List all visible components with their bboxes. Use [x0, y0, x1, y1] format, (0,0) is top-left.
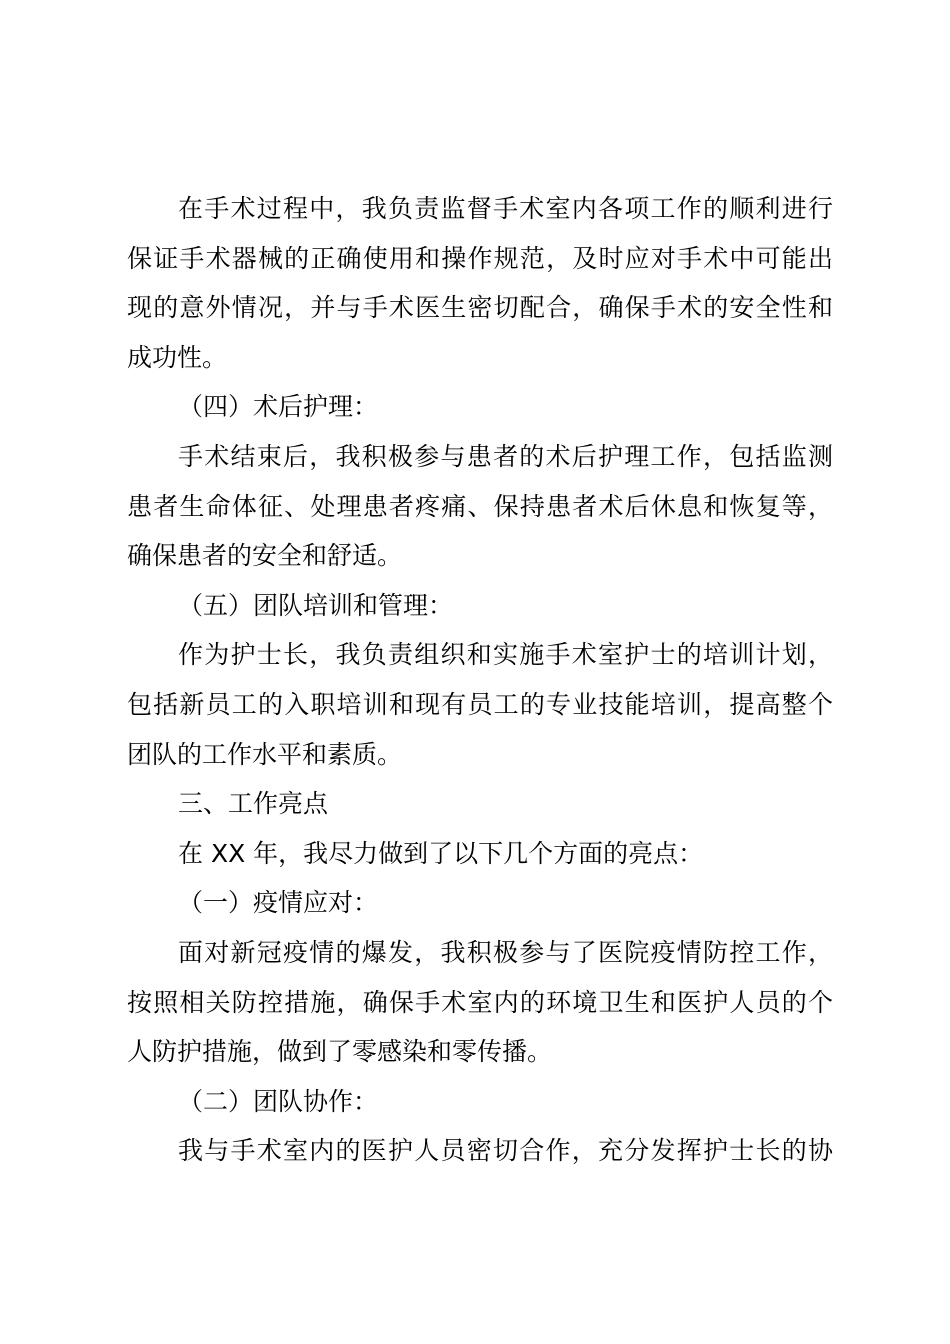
paragraph-line: 在手术过程中，我负责监督手术室内各项工作的顺利进行 [178, 194, 833, 223]
paragraph-line: 手术结束后，我积极参与患者的术后护理工作，包括监测 [178, 441, 833, 471]
paragraph-line: 患者生命体征、处理患者疼痛、保持患者术后休息和恢复等， [127, 491, 833, 521]
section-heading: （二）团队协作： [178, 1086, 379, 1116]
section-heading: （一）疫情应对： [178, 888, 379, 918]
paragraph-line: 我与手术室内的医护人员密切合作，充分发挥护士长的协 [178, 1136, 833, 1166]
paragraph-line: 确保患者的安全和舒适。 [127, 541, 403, 571]
paragraph-line: 按照相关防控措施，确保手术室内的环境卫生和医护人员的个 [127, 987, 833, 1017]
paragraph-line: 作为护士长，我负责组织和实施手术室护士的培训计划， [178, 640, 833, 670]
document-body [127, 184, 833, 1176]
paragraph-line: 保证手术器械的正确使用和操作规范，及时应对手术中可能出 [127, 243, 833, 273]
paragraph-line: 现的意外情况，并与手术医生密切配合，确保手术的安全性和 [127, 293, 833, 323]
chapter-heading: 三、工作亮点 [178, 789, 329, 819]
paragraph-line: 面对新冠疫情的爆发，我积极参与了医院疫情防控工作， [178, 937, 833, 967]
paragraph-line: 在 XX 年，我尽力做到了以下几个方面的亮点： [178, 838, 704, 868]
section-heading: （五）团队培训和管理： [178, 590, 454, 620]
paragraph-line: 团队的工作水平和素质。 [127, 739, 403, 769]
paragraph-line: 人防护措施，做到了零感染和零传播。 [127, 1037, 553, 1067]
section-heading: （四）术后护理： [178, 392, 379, 422]
paragraph-line: 包括新员工的入职培训和现有员工的专业技能培训，提高整个 [127, 689, 833, 719]
paragraph-line: 成功性。 [127, 342, 228, 372]
